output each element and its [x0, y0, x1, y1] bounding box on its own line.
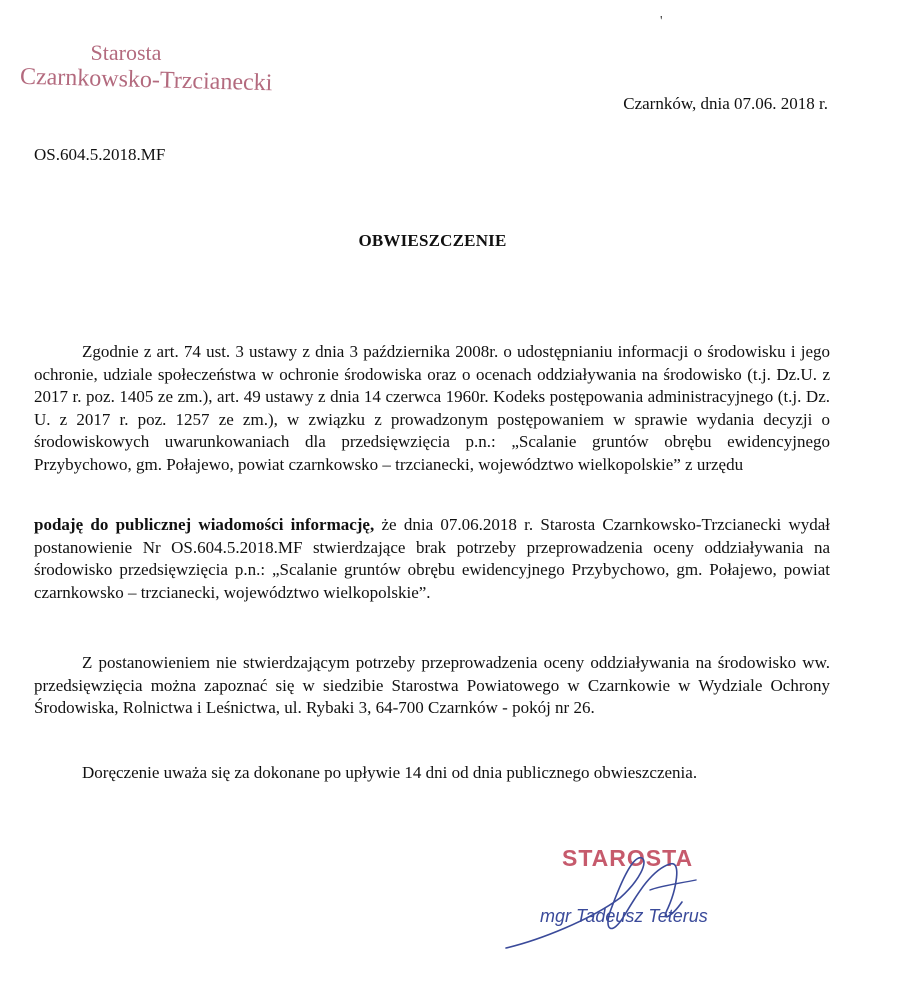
office-stamp-line2: Czarnkowsko-Trzcianecki	[19, 64, 273, 97]
paragraph-inspection-info	[34, 652, 830, 720]
paragraph-inspection-text: Z postanowieniem nie stwierdzającym potrzeby przeprowadzenia oceny oddziaływania na środowisko ww. przedsięwzięcia można zapoznać się w siedzibie Starostwa Powiatowego w Czarnkowie w Wydziale Ochrony Środowiska, Rolnictwa i Leśnictwa, ul. Rybaki 3, 64-700 Czarnków - pokój nr 26.	[34, 653, 830, 717]
paragraph-delivery-text: Doręczenie uważa się za dokonane po upływie 14 dni od dnia publicznego obwieszczenia.	[82, 763, 698, 782]
reference-number: OS.604.5.2018.MF	[34, 145, 166, 164]
paragraph-legal-basis-text: Zgodnie z art. 74 ust. 3 ustawy z dnia 3 października 2008r. o udostępnianiu informacji o środowisku i jego ochronie, udziale społeczeństwa w ochronie środowiska oraz o ocenach oddziaływania na środowisko (t.j. Dz.U. z 2017 r. poz. 1405 ze zm.), art. 49 ustawy z dnia 14 czerwca 1960r. Kodeks postępowania administracyjnego (t.j. Dz. U. z 2017 r. poz. 1257 ze zm.), w związku z prowadzonym postępowaniem w sprawie wydania decyzji o środowiskowych uwarunkowaniach dla przedsięwzięcia p.n.: „Scalanie gruntów obrębu ewidencyjnego Przybychowo, gm. Połajewo, powiat czarnkowsko – trzcianecki, województwo wielkopolskie” z urzędu	[34, 342, 830, 474]
office-stamp	[16, 40, 276, 95]
office-stamp-line1: Starosta	[90, 40, 162, 65]
handwritten-signature	[500, 850, 740, 960]
stray-mark: '	[660, 14, 663, 29]
announcement-text: że dnia 07.06.2018 r. Starosta Czarnkowsko-Trzcianecki wydał postanowienie Nr OS.604.5.2018.MF stwierdzające brak potrzeby przeprowadzenia oceny oddziaływania na środowisko przedsięwzięcia p.n.: „Scalanie gruntów obrębu ewidencyjnego Przybychowo, gm. Połajewo, powiat czarnkowsko – trzcianecki, województwo wielkopolskie”.	[34, 515, 830, 602]
signatory-name: mgr Tadeusz Teterus	[540, 906, 708, 926]
paragraph-announcement	[34, 514, 830, 604]
paragraph-delivery	[34, 762, 830, 785]
document-title: OBWIESZCZENIE	[358, 231, 507, 250]
paragraph-legal-basis	[34, 341, 830, 476]
announcement-lead: podaję do publicznej wiadomości informację,	[34, 515, 375, 534]
place-and-date: Czarnków, dnia 07.06. 2018 r.	[623, 94, 828, 113]
signature-stamp-title: STAROSTA	[562, 845, 694, 871]
